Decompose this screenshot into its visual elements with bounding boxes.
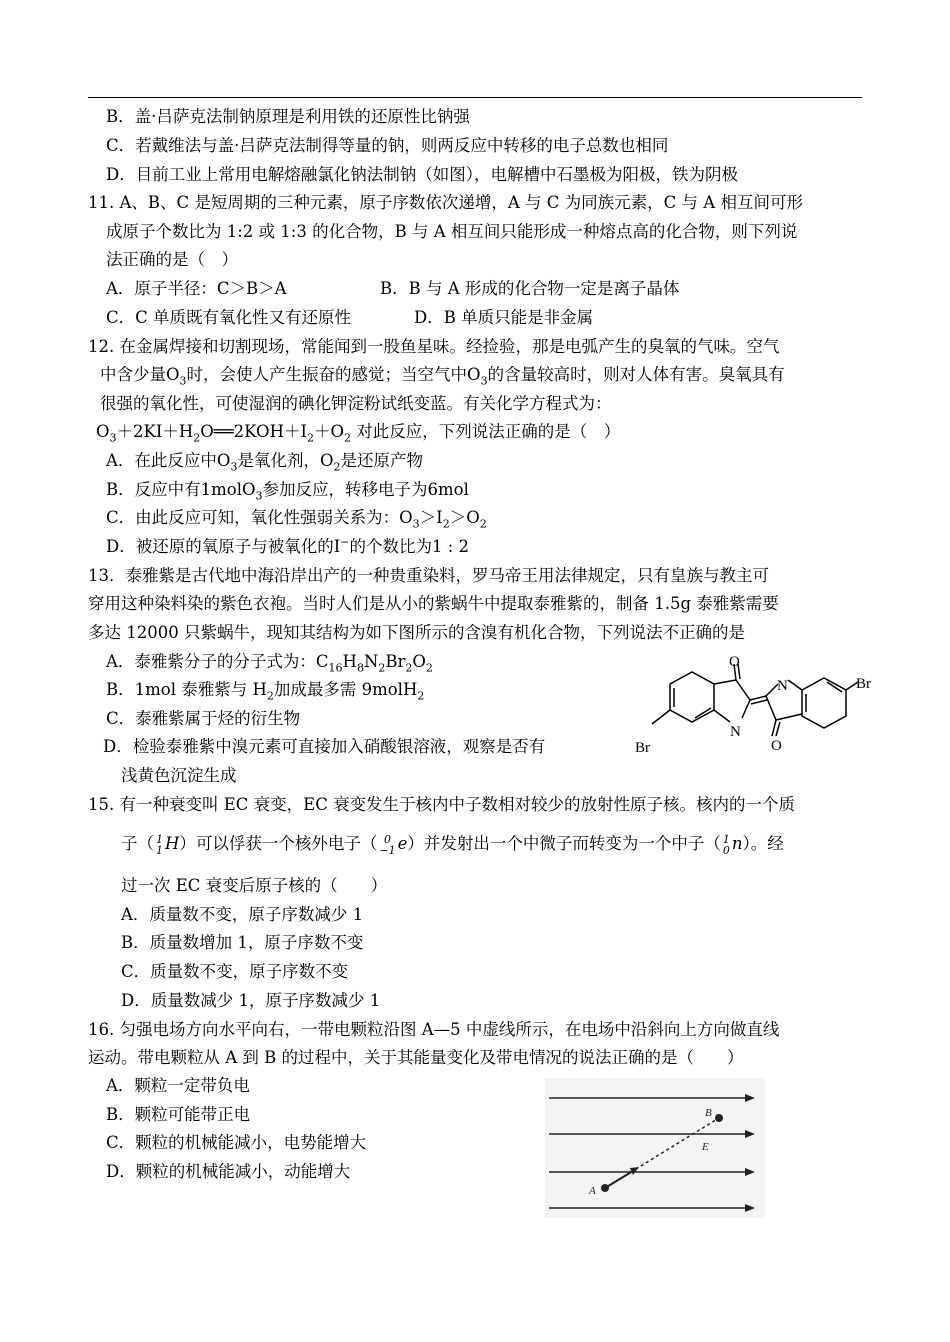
q15-option-d: D．质量数减少 1，原子序数减少 1 [121,991,381,1010]
tyrian-purple-structure [630,652,880,762]
nuclide-n: 1 0 [722,832,730,857]
q16-option-a: A．颗粒一定带负电 [106,1076,250,1095]
q16-stem-1: 16. 匀强电场方向水平向右，一带电颗粒沿图 A—5 中虚线所示，在电场中沿斜向上方向做直线 [88,1020,780,1039]
q12-stem-1: 12. 在金属焊接和切割现场，常能闻到一股鱼星味。经捡验，那是电弧产生的臭氧的气味。空气 [88,337,780,356]
q10-option-c: C．若戴维法与盖·吕萨克法制得等量的钠，则两反应中转移的电子总数也相同 [106,136,669,155]
q12-option-a: A．在此反应中$O_3$是氧化剂，$O_2$是还原产物 [106,451,423,474]
atom-o-top: O [729,654,740,670]
q12-option-d: D．被还原的氧原子与被氧化的I−的个数比为1 : 2 [106,535,470,556]
q12-stem-2: 中含少量$O_3$时，会使人产生振奋的感觉；当空气中$O_3$的含量较高时，则对人体有害。臭氧具有 [100,365,785,388]
q11-option-a: A．原子半径：C＞B＞A [106,279,287,298]
q13-stem-3: 多达 12000 只紫蜗牛，现知其结构为如下图所示的含溴有机化合物，下列说法不正确的是 [88,623,745,642]
atom-br-left: Br [635,740,650,756]
q12-equation: $O_3+2KI+H_2O══2KOH+I_2+O_2$ 对此反应，下列说法正确的是（ ） [96,422,621,445]
q11-option-d: D．B 单质只能是非金属 [414,308,594,327]
atom-o-bottom: O [771,738,782,754]
q15-option-b: B．质量数增加 1，原子序数不变 [121,933,364,952]
q15-option-c: C．质量数不变，原子序数不变 [121,962,349,981]
q13-stem-2: 穿用这种染料染的紫色衣袍。当时人们是从小的紫蜗牛中提取泰雅紫的，制备 1.5g 泰雅紫需要 [88,594,779,613]
q16-stem-2: 运动。带电颗粒从 A 到 B 的过程中，关于其能量变化及带电情况的说法正确的是（ ） [88,1048,744,1067]
q13-option-b: B．1mol 泰雅紫与 $H_2$加成最多需 9molH$_2$ [106,680,425,703]
q15-stem-1: 15. 有一种衰变叫 EC 衰变，EC 衰变发生于核内中子数相对较少的放射性原子核。核内的一个质 [88,795,796,814]
q11-stem-2: 成原子个数比为 1:2 或 1:3 的化合物，B 与 A 相互间只能形成一种熔点高的化合物，则下列说 [106,222,798,241]
q12-stem-3: 很强的氧化性，可使湿润的碘化钾淀粉试纸变蓝。有关化学方程式为： [100,394,612,413]
atom-br-right: Br [856,676,871,692]
q11-stem-3: 法正确的是（ ） [106,250,238,269]
q13-option-a: A．泰雅紫分子的分子式为：$C_{16}H_8N_2Br_2O_2$ [106,652,433,675]
q15-stem-2: 子（ 1 1 H）可以俘获一个核外电子（ 0 −1 e）并发射出一个中微子而转变为一个中子（ 1 0 n）。经 [121,832,784,857]
q12-option-c: C．由此反应可知，氧化性强弱关系为：$O_3>I_2>O_2$ [106,508,487,531]
q13-stem-1: 13．泰雅紫是古代地中海沿岸出产的一种贵重染料，罗马帝王用法律规定，只有皇族与教主可 [88,566,769,585]
field-e-label: E [702,1141,709,1153]
electric-field-figure [545,1078,765,1218]
q13-option-d-cont: 浅黄色沉淀生成 [121,766,237,785]
q11-option-b: B．B 与 A 形成的化合物一定是离子晶体 [380,279,680,298]
q13-option-c: C．泰雅紫属于烃的衍生物 [106,709,301,728]
q15-stem-3: 过一次 EC 衰变后原子核的（ ） [121,876,388,895]
nuclide-e: 0 −1 [379,832,396,857]
q10-option-d: D．目前工业上常用电解熔融氯化钠法制钠（如图），电解槽中石墨极为阳极，铁为阴极 [106,165,738,184]
point-b-label: B [705,1107,712,1119]
q12-option-b: B．反应中有1molO$_3$参加反应，转移电子为6mol [106,480,469,503]
atom-n-right: N [777,678,788,694]
q11-option-c: C．C 单质既有氧化性又有还原性 [106,308,351,327]
atom-n-left: N [730,724,741,740]
q16-option-c: C．颗粒的机械能减小，电势能增大 [106,1133,367,1152]
q10-option-b: B．盖·吕萨克法制钠原理是利用铁的还原性比钠强 [106,107,470,126]
nuclide-h: 1 1 [156,832,163,857]
q13-option-d: D．检验泰雅紫中溴元素可直接加入硝酸银溶液，观察是否有 [103,737,546,756]
point-a-label: A [589,1185,596,1197]
q15-option-a: A．质量数不变，原子序数减少 1 [121,905,364,924]
top-rule [88,97,862,98]
q16-option-d: D．颗粒的机械能减小，动能增大 [106,1162,351,1181]
q11-stem-1: 11. A、B、C 是短周期的三种元素，原子序数依次递增，A 与 C 为同族元素，C 与 A 相互间可形 [88,193,803,212]
q16-option-b: B．颗粒可能带正电 [106,1105,251,1124]
